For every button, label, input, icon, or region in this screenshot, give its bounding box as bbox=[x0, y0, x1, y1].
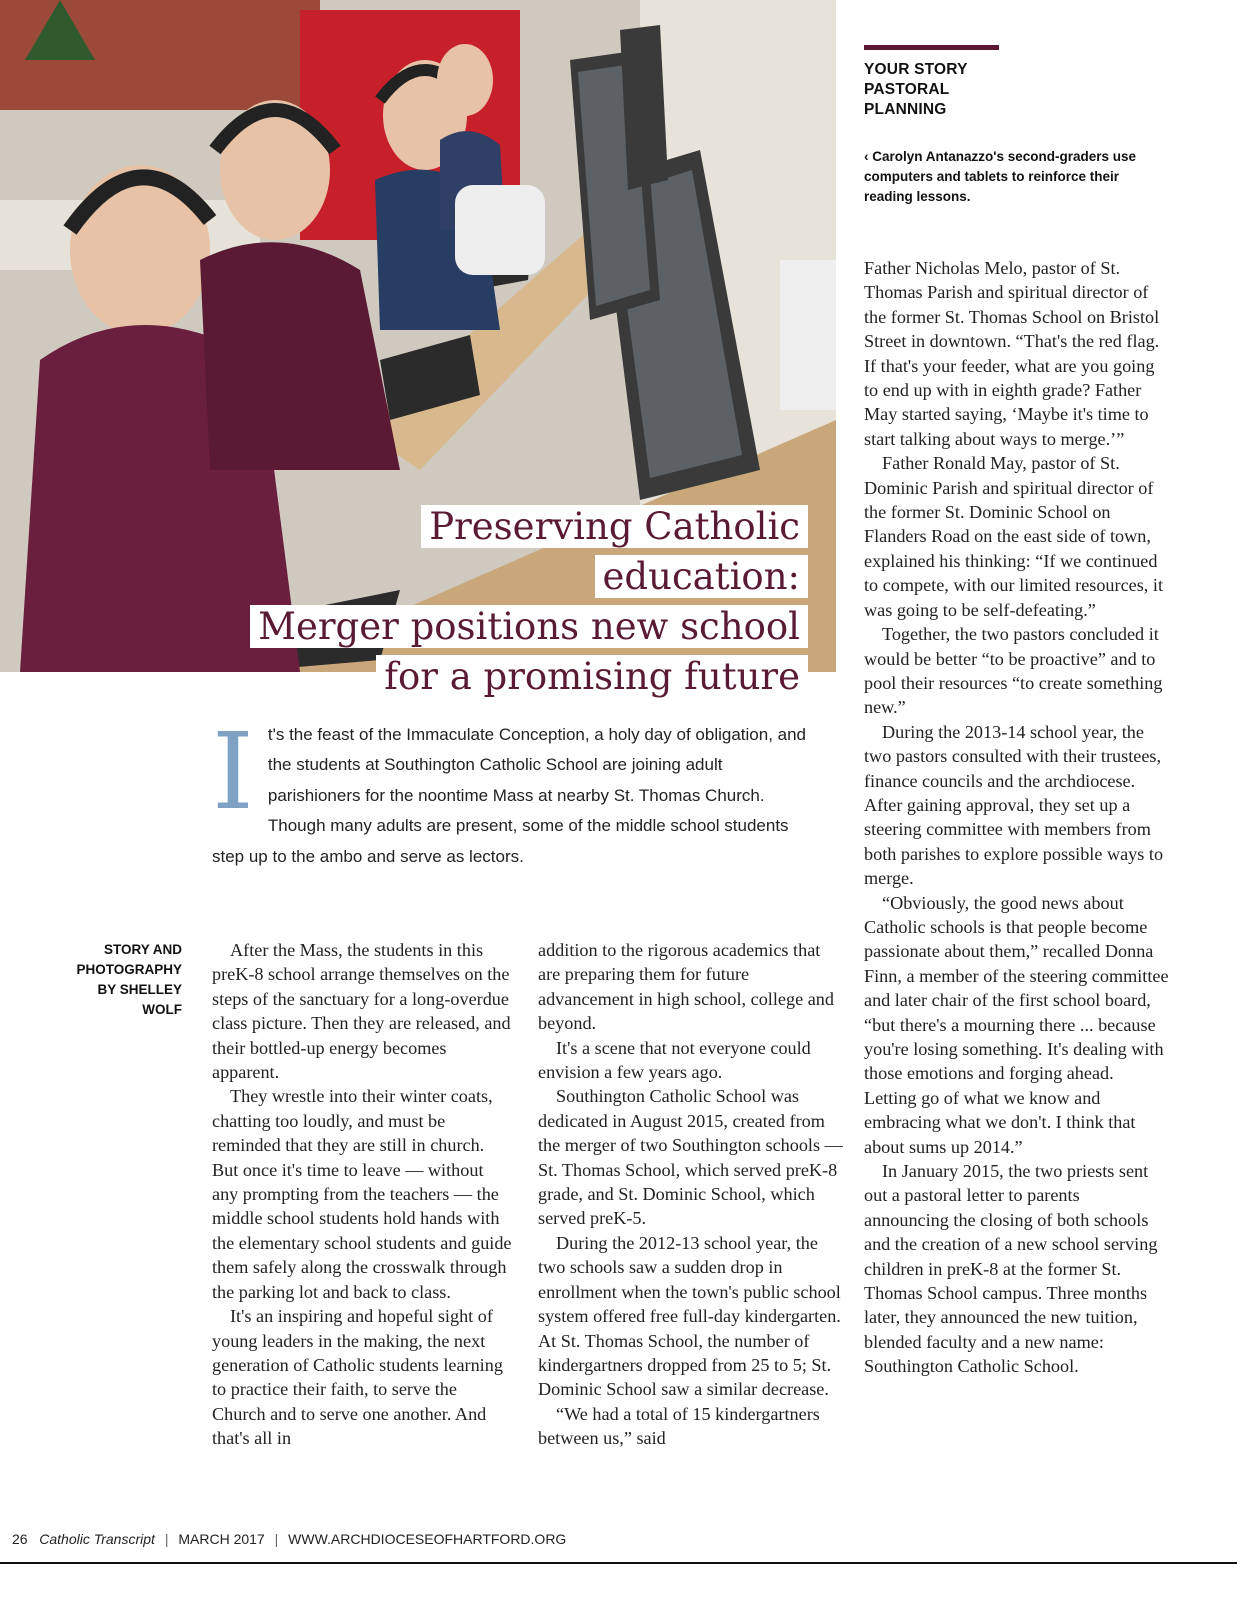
body-column-1 bbox=[212, 938, 512, 1451]
paragraph: During the 2012-13 school year, the two schools saw a sudden drop in enrollment when the town's public school system offered free full-day kindergarten. At St. Thomas School, the number of kindergartners dropped from 25 to 5; St. Dominic School saw a similar decrease. bbox=[538, 1232, 841, 1400]
section-rule bbox=[864, 45, 999, 50]
paragraph: Southington Catholic School was dedicated in August 2015, created from the merger of two Southington schools — St. Thomas School, which served preK-8 grade, and St. Dominic School, which served preK-5. bbox=[538, 1086, 843, 1229]
paragraph: “Obviously, the good news about Catholic schools is that people become passionate about them,” recalled Donna Finn, a member of the steering committee and later chair of the first school board, “but there's a mourning there ... because you're losing something. It's dealing with those emotions and forging ahead. Letting go of what we know and embracing what we don't. I think that about sums up 2014.” bbox=[864, 892, 1169, 1157]
caption-text: Carolyn Antanazzo's second-graders use computers and tablets to reinforce their reading lessons. bbox=[864, 149, 1137, 204]
footer-separator: | bbox=[164, 1531, 169, 1547]
byline-line-1: STORY AND bbox=[103, 942, 182, 957]
publication-name: Catholic Transcript bbox=[39, 1531, 155, 1547]
section-tag-line-2: PASTORAL bbox=[864, 81, 950, 98]
byline-line-4: WOLF bbox=[142, 1002, 182, 1017]
drop-cap: I bbox=[212, 710, 254, 833]
issue-date: MARCH 2017 bbox=[178, 1531, 265, 1547]
paragraph: After the Mass, the students in this preK-8 school arrange themselves on the steps of the sanctuary for a long-overdue class picture. Then they are released, and their bottled-up energy becomes apparent. bbox=[212, 940, 511, 1083]
paragraph: “We had a total of 15 kindergartners between us,” said bbox=[538, 1403, 820, 1449]
intro-text: t's the feast of the Immaculate Conception, a holy day of obligation, and the students at Southington Catholic School are joining adult parishioners for the noontime Mass at nearby St. Thomas Church. Though many adults are present, some of the middle school students step up to the ambo and serve as lectors. bbox=[212, 725, 807, 866]
page-footer bbox=[12, 1531, 912, 1547]
paragraph: Father Nicholas Melo, pastor of St. Thomas Parish and spiritual director of the former St. Thomas School on Bristol Street in downtown. “That's the red flag. If that's your feeder, what are you going to end up with in eighth grade? Father May started saying, ‘Maybe it's time to start talking about ways to merge.’” bbox=[864, 258, 1160, 449]
paragraph: Father Ronald May, pastor of St. Dominic Parish and spiritual director of the former St. Dominic School on Flanders Road on the east side of town, explained his thinking: “If we continued to compete, with our limited resources, it was going to be self-defeating.” bbox=[864, 453, 1164, 620]
page-number: 26 bbox=[12, 1531, 28, 1547]
byline-line-3: BY SHELLEY bbox=[97, 982, 182, 997]
byline bbox=[40, 940, 182, 1020]
section-tag bbox=[864, 60, 1064, 120]
paragraph: Together, the two pastors concluded it would be better “to be proactive” and to pool their resources “to create something new.” bbox=[864, 624, 1163, 718]
paragraph: In January 2015, the two priests sent out a pastoral letter to parents announcing the closing of both schools and the creation of a new school serving children in preK-8 at the former St. Thomas School campus. Three months later, they announced the new tuition, blended faculty and a new name: Southington Catholic School. bbox=[864, 1161, 1158, 1377]
paragraph: They wrestle into their winter coats, chatting too loudly, and must be reminded that they are still in church. But once it's time to leave — without any prompting from the teachers — the middle school students hold hands with the elementary school students and guide them safely along the crosswalk through the parking lot and back to class. bbox=[212, 1086, 512, 1302]
article-photo bbox=[0, 0, 836, 698]
byline-line-2: PHOTOGRAPHY bbox=[76, 962, 182, 977]
footer-rule bbox=[0, 1562, 1237, 1564]
website-url: WWW.ARCHDIOCESEOFHARTFORD.ORG bbox=[288, 1531, 567, 1547]
section-tag-line-3: PLANNING bbox=[864, 101, 947, 118]
headline-line-3: for a promising future bbox=[376, 655, 808, 698]
section-tag-line-1: YOUR STORY bbox=[864, 61, 968, 78]
paragraph: During the 2013-14 school year, the two pastors consulted with their trustees, finance councils and the archdiocese. After gaining approval, they set up a steering committee with members from both parishes to explore possible ways to merge. bbox=[864, 721, 1164, 889]
intro-paragraph bbox=[212, 710, 812, 872]
article-headline bbox=[228, 502, 808, 702]
headline-line-1: Preserving Catholic education: bbox=[421, 505, 808, 598]
paragraph: It's an inspiring and hopeful sight of young leaders in the making, the next generation of Catholic students learning to practice their faith, to serve the Church and to serve one another. And that's all in bbox=[212, 1306, 503, 1449]
paragraph: It's a scene that not everyone could envision a few years ago. bbox=[538, 1037, 811, 1083]
photo-caption bbox=[864, 147, 1164, 207]
footer-separator: | bbox=[274, 1531, 279, 1547]
caption-arrow-icon: ‹ bbox=[864, 149, 869, 164]
body-column-3 bbox=[864, 256, 1169, 1379]
body-column-2 bbox=[538, 938, 843, 1451]
paragraph: addition to the rigorous academics that are preparing them for future advancement in high school, college and beyond. bbox=[538, 940, 834, 1034]
headline-line-2: Merger positions new school bbox=[250, 605, 808, 648]
